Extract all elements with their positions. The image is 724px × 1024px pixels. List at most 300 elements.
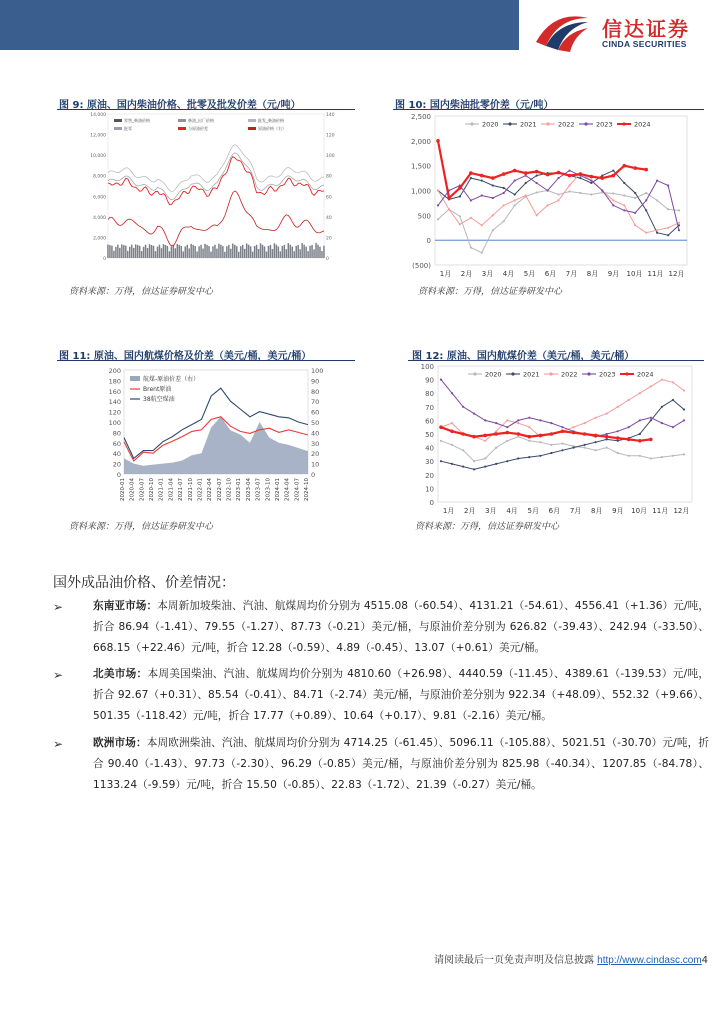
data-point	[617, 406, 619, 408]
data-point	[495, 463, 497, 465]
batch-retail-bar	[248, 245, 250, 258]
data-point	[506, 440, 508, 442]
x-tick-label: 10月	[626, 270, 643, 278]
data-point	[506, 426, 508, 428]
data-point	[584, 447, 586, 449]
x-tick-label: 2020-10	[149, 478, 156, 501]
data-point	[525, 194, 527, 196]
data-point	[595, 441, 597, 443]
data-point	[623, 209, 625, 211]
data-point	[437, 189, 439, 191]
bullet-arrow-icon: ➢	[53, 668, 64, 682]
batch-retail-bar	[109, 245, 111, 258]
data-point	[517, 457, 519, 459]
x-tick-label: 5月	[523, 270, 536, 278]
data-point	[683, 419, 685, 421]
batch-retail-bar	[117, 245, 119, 258]
section-heading: 国外成品油价格、价差情况：	[53, 575, 235, 591]
data-point	[644, 168, 648, 172]
y-tick-label: 10	[425, 485, 434, 494]
figure-11-chart	[100, 362, 332, 520]
batch-retail-bar	[299, 249, 301, 258]
data-point	[639, 392, 641, 394]
data-point	[517, 422, 519, 424]
legend-marker	[622, 122, 625, 125]
x-tick-label: 2022-01	[197, 478, 204, 501]
data-point	[649, 438, 653, 442]
batch-retail-bar	[218, 244, 220, 258]
batch-retail-bar	[307, 251, 309, 258]
y-left-tick-label: 4,000	[93, 215, 106, 221]
data-point	[484, 457, 486, 459]
batch-retail-bar	[177, 244, 179, 258]
data-point	[616, 436, 620, 440]
data-point	[492, 184, 494, 186]
legend-entry: 2020	[485, 370, 502, 379]
x-tick-label: 2023-04	[245, 478, 252, 501]
batch-retail-bar	[274, 243, 276, 258]
figure-10-source: 资料来源：万得，信达证券研发中心	[418, 287, 563, 297]
data-point	[561, 442, 563, 444]
data-point	[470, 199, 472, 201]
batch-retail-bar	[220, 245, 222, 258]
batch-retail-bar	[181, 246, 183, 258]
batch-retail-bar	[242, 245, 244, 258]
data-point	[672, 426, 674, 428]
data-point	[550, 452, 552, 454]
y-left-tick-label: 80	[112, 429, 121, 438]
y-tick-label: 500	[417, 212, 431, 221]
x-tick-label: 2022-10	[226, 478, 233, 501]
data-point	[451, 444, 453, 446]
data-point	[590, 182, 592, 184]
batch-retail-bar	[258, 249, 260, 258]
plot-frame	[438, 366, 692, 502]
x-tick-label: 2021-04	[168, 478, 175, 501]
x-tick-label: 2023-01	[236, 478, 243, 501]
batch-retail-bar	[200, 245, 202, 258]
bullet-arrow-icon: ➢	[53, 737, 64, 751]
x-tick-label: 8月	[591, 507, 603, 515]
y-tick-label: 2,000	[410, 137, 431, 146]
batch-retail-bar	[202, 248, 204, 258]
legend-swatch	[248, 119, 256, 122]
batch-retail-bar	[161, 248, 163, 258]
data-point	[601, 189, 603, 191]
bullet-label: 欧洲市场：	[93, 737, 147, 749]
data-point	[440, 460, 442, 462]
legend-entry: 与原油价差	[188, 126, 208, 131]
data-point	[656, 232, 658, 234]
legend-entry: 2021	[520, 120, 537, 129]
batch-retail-bar	[159, 245, 161, 258]
data-point	[436, 139, 440, 143]
data-point	[568, 170, 570, 172]
data-point	[645, 192, 647, 194]
batch-retail-bar	[234, 245, 236, 258]
batch-retail-bar	[171, 247, 173, 258]
bullet-body: 本周美国柴油、汽油、航煤周均价分别为 4810.60（+26.98）、4440.59（-11.45）、4389.61（-139.53）元/吨，折合 92.67（+0.31）、85.54（-0.41）、84.71（-2.74）美元/桶，与原油价差分别为 922.34（+48.09）、552.32（+9.66）、501.35（-118.42）元/吨，折合 17.77（+0.89）、10.64（+0.17）、9.81（-2.16）美元/桶。	[93, 668, 710, 722]
x-tick-label: 2020-07	[139, 478, 146, 501]
data-point	[612, 199, 614, 201]
legend-entry: 原油价格（右）	[258, 126, 286, 131]
data-point	[595, 449, 597, 451]
data-point	[678, 222, 680, 224]
batch-retail-bar	[293, 251, 295, 258]
figure-12-title-text: 原油、国内航煤价差（美元/桶，美元/桶）	[446, 351, 635, 362]
data-point	[473, 468, 475, 470]
data-point	[623, 182, 625, 184]
data-point	[536, 175, 538, 177]
legend-marker	[584, 122, 587, 125]
data-point	[440, 440, 442, 442]
data-point	[451, 463, 453, 465]
batch-retail-bar	[240, 246, 242, 258]
batch-retail-bar	[270, 245, 272, 258]
data-point	[557, 199, 559, 201]
x-tick-label: 10月	[631, 507, 648, 515]
batch-retail-bar	[254, 246, 256, 258]
series-area-spread	[124, 417, 308, 474]
x-tick-label: 2024-10	[304, 478, 310, 501]
brand-logo-icon	[532, 12, 592, 52]
data-point	[547, 204, 549, 206]
y-left-tick-label: 200	[108, 367, 121, 375]
batch-retail-bar	[127, 251, 129, 258]
batch-retail-bar	[250, 246, 252, 258]
data-point	[628, 399, 630, 401]
data-point	[583, 432, 587, 436]
batch-retail-bar	[198, 246, 200, 258]
batch-retail-bar	[196, 252, 198, 258]
legend-entry: 2023	[596, 120, 613, 129]
data-point	[535, 170, 539, 174]
figure-12-chart	[410, 362, 700, 518]
x-tick-label: 6月	[544, 270, 557, 278]
data-point	[481, 224, 483, 226]
x-tick-label: 2023-07	[255, 478, 262, 501]
data-point	[638, 439, 642, 443]
data-point	[546, 173, 550, 177]
batch-retail-bar	[297, 245, 299, 258]
data-point	[513, 169, 517, 173]
batch-retail-bar	[276, 245, 278, 258]
data-point	[639, 419, 641, 421]
batch-retail-bar	[167, 246, 169, 258]
data-point	[584, 422, 586, 424]
plot-frame	[108, 114, 324, 258]
y-left-tick-label: 6,000	[93, 195, 106, 201]
y-right-tick-label: 70	[311, 398, 320, 407]
data-point	[590, 180, 592, 182]
series-line-2022	[438, 173, 679, 233]
data-point	[550, 444, 552, 446]
data-point	[561, 426, 563, 428]
batch-retail-bar	[222, 246, 224, 258]
data-point	[639, 455, 641, 457]
legend-entry: 零售_柴油价格	[124, 118, 150, 123]
data-point	[650, 417, 652, 419]
y-tick-label: 2,500	[410, 113, 431, 121]
data-point	[448, 208, 450, 210]
data-point	[661, 456, 663, 458]
batch-retail-bar	[186, 245, 188, 258]
legend-entry: Brent原油	[143, 386, 172, 393]
data-point	[594, 434, 598, 438]
data-point	[514, 199, 516, 201]
data-point	[484, 466, 486, 468]
data-point	[656, 180, 658, 182]
batch-retail-bar	[315, 243, 317, 258]
legend-entry: 批发_柴油价格	[258, 118, 284, 123]
data-point	[550, 422, 552, 424]
y-tick-label: (500)	[412, 262, 431, 270]
x-tick-label: 3月	[485, 507, 497, 515]
footer-url-link[interactable]: http://www.cindasc.com	[597, 955, 702, 966]
data-point	[579, 172, 583, 176]
batch-retail-bar	[264, 246, 266, 258]
footer	[434, 951, 708, 966]
batch-retail-bar	[309, 246, 311, 258]
batch-retail-bar	[284, 245, 286, 258]
bullet-body: 本周新加坡柴油、汽油、航煤周均价分别为 4515.08（-60.54）、4131.21（-54.61）、4556.41（+1.36）元/吨，折合 86.94（-1.41）、79.55（-1.27）、87.73（-0.21）美元/桶，与原油价差分别为 626.82（-39.43）、242.94（-33.50）、668.15（+22.46）元/吨，折合 12.28（-0.59）、4.89（-0.45）、13.07（+0.61）美元/桶。	[93, 600, 709, 654]
brand-name-en: CINDA SECURITIES	[602, 39, 687, 49]
y-left-tick-label: 12,000	[90, 133, 106, 139]
data-point	[584, 444, 586, 446]
x-tick-label: 6月	[548, 507, 561, 515]
y-right-tick-label: 120	[326, 133, 335, 139]
batch-retail-bar	[188, 248, 190, 258]
data-point	[539, 441, 541, 443]
data-point	[650, 385, 652, 387]
legend-swatch	[248, 127, 256, 130]
y-right-tick-label: 30	[311, 439, 320, 448]
y-tick-label: 90	[425, 376, 434, 385]
x-tick-label: 3月	[481, 270, 494, 278]
batch-retail-bar	[236, 246, 238, 258]
legend-marker	[587, 372, 590, 375]
figure-9-source: 资料来源：万得，信达证券研发中心	[69, 287, 214, 297]
data-point	[539, 455, 541, 457]
data-point	[502, 172, 506, 176]
data-point	[656, 229, 658, 231]
batch-retail-bar	[139, 246, 141, 258]
x-tick-label: 12月	[668, 270, 685, 278]
batch-retail-bar	[228, 245, 230, 258]
batch-retail-bar	[131, 245, 133, 258]
data-point	[606, 433, 608, 435]
page-number: 4	[701, 955, 708, 966]
batch-retail-bar	[165, 245, 167, 258]
batch-retail-bar	[291, 247, 293, 258]
series-line-wholesale	[108, 157, 324, 205]
legend-swatch	[114, 127, 122, 130]
data-point	[524, 171, 528, 175]
data-point	[661, 406, 663, 408]
data-point	[473, 413, 475, 415]
y-left-tick-label: 100	[108, 419, 121, 427]
batch-retail-bar	[272, 249, 274, 258]
figure-12-label: 图 12:	[412, 351, 444, 362]
data-point	[503, 192, 505, 194]
data-point	[484, 440, 486, 442]
batch-retail-bar	[113, 251, 115, 258]
data-point	[661, 379, 663, 381]
bullet-north-america	[93, 664, 709, 727]
data-point	[550, 432, 554, 436]
data-point	[627, 438, 631, 442]
data-point	[503, 187, 505, 189]
batch-retail-bar	[323, 246, 325, 258]
data-point	[672, 399, 674, 401]
batch-retail-bar	[216, 249, 218, 258]
data-point	[678, 229, 680, 231]
y-left-tick-label: 0	[116, 471, 121, 479]
data-point	[633, 166, 637, 170]
y-right-tick-label: 10	[311, 460, 320, 469]
bullet-body: 本周欧洲柴油、汽油、航煤周均价分别为 4714.25（-61.45）、5096.11（-105.88）、5021.51（-30.70）元/吨，折合 90.40（-1.43）、97.73（-2.30）、96.29（-0.85）美元/桶，与原油价差分别为 825.98（-40.34）、1207.85（-84.78）、1133.24（-9.59）元/吨，折合 15.50（-0.85）、22.83（-1.72）、21.39（-0.27）美元/桶。	[93, 737, 709, 791]
data-point	[480, 174, 484, 178]
batch-retail-bar	[295, 246, 297, 258]
data-point	[528, 426, 530, 428]
legend-entry: 柴油_出厂价格	[188, 118, 214, 123]
y-right-tick-label: 90	[311, 377, 320, 386]
y-right-tick-label: 100	[311, 367, 324, 375]
batch-retail-bar	[311, 245, 313, 258]
data-point	[461, 432, 465, 436]
y-tick-label: 1,500	[410, 162, 431, 171]
data-point	[514, 180, 516, 182]
batch-retail-bar	[230, 249, 232, 258]
batch-retail-bar	[107, 245, 109, 258]
legend-entry: 批零	[124, 126, 132, 131]
data-point	[514, 193, 516, 195]
y-left-tick-label: 40	[112, 450, 121, 459]
data-point	[492, 214, 494, 216]
y-left-tick-label: 10,000	[90, 154, 106, 160]
data-point	[628, 426, 630, 428]
y-left-tick-label: 8,000	[93, 174, 106, 180]
x-tick-label: 2022-04	[207, 478, 214, 501]
batch-retail-bar	[208, 246, 210, 258]
data-point	[495, 422, 497, 424]
y-right-tick-label: 80	[311, 387, 320, 396]
legend-marker	[546, 122, 549, 125]
batch-retail-bar	[238, 252, 240, 258]
batch-retail-bar	[133, 248, 135, 258]
data-point	[470, 217, 472, 219]
batch-retail-bar	[288, 243, 290, 258]
data-point	[656, 199, 658, 201]
batch-retail-bar	[290, 245, 292, 258]
footer-notice: 请阅读最后一页免责声明及信息披露	[433, 955, 594, 966]
data-point	[484, 419, 486, 421]
x-tick-label: 2020-04	[129, 478, 136, 501]
data-point	[483, 434, 487, 438]
x-tick-label: 11月	[652, 507, 669, 515]
y-tick-label: 50	[425, 431, 434, 439]
batch-retail-bar	[313, 249, 315, 258]
batch-retail-bar	[204, 244, 206, 258]
legend-marker	[508, 122, 511, 125]
batch-retail-bar	[212, 246, 214, 258]
batch-retail-bar	[157, 247, 159, 258]
batch-retail-bar	[119, 248, 121, 258]
batch-retail-bar	[183, 251, 185, 258]
y-tick-label: 1,000	[410, 187, 431, 196]
data-point	[506, 419, 508, 421]
data-point	[606, 447, 608, 449]
legend-marker	[549, 372, 552, 375]
data-point	[459, 195, 461, 197]
figure-11-title-text: 原油、国内航煤价格及价差（美元/桶，美元/桶）	[93, 351, 312, 362]
data-point	[451, 392, 453, 394]
data-point	[667, 208, 669, 210]
series-line-2021	[438, 171, 679, 236]
figure-10-title-text: 国内柴油批零价差（元/吨）	[429, 100, 554, 111]
series-line-ex-factory	[108, 153, 324, 200]
legend-entry: 2022	[561, 370, 578, 379]
legend-entry: 2022	[558, 120, 575, 129]
x-tick-label: 12月	[673, 507, 690, 515]
y-right-tick-label: 50	[311, 419, 320, 427]
data-point	[561, 449, 563, 451]
y-tick-label: 30	[425, 458, 434, 467]
data-point	[606, 438, 608, 440]
data-point	[634, 224, 636, 226]
x-tick-label: 11月	[647, 270, 664, 278]
batch-retail-bar	[129, 247, 131, 258]
y-left-tick-label: 0	[103, 257, 106, 262]
data-point	[506, 460, 508, 462]
y-right-tick-label: 20	[326, 236, 332, 242]
y-right-tick-label: 60	[311, 408, 320, 417]
batch-retail-bar	[147, 248, 149, 258]
batch-retail-bar	[155, 251, 157, 258]
bullet-arrow-icon: ➢	[53, 600, 64, 614]
y-right-tick-label: 100	[326, 154, 335, 160]
data-point	[472, 435, 476, 439]
data-point	[672, 455, 674, 457]
data-point	[645, 199, 647, 201]
x-tick-label: 2024-04	[284, 478, 291, 501]
x-tick-label: 7月	[565, 270, 578, 278]
data-point	[667, 227, 669, 229]
batch-retail-bar	[149, 244, 151, 258]
data-point	[612, 192, 614, 194]
figure-11-source: 资料来源：万得，信达证券研发中心	[69, 522, 214, 532]
data-point	[617, 452, 619, 454]
data-point	[494, 432, 498, 436]
x-tick-label: 4月	[506, 507, 518, 515]
batch-retail-bar	[232, 244, 234, 258]
y-left-tick-label: 120	[108, 408, 121, 417]
data-point	[481, 180, 483, 182]
x-tick-label: 7月	[569, 507, 582, 515]
batch-retail-bar	[194, 246, 196, 258]
data-point	[572, 447, 574, 449]
data-point	[503, 204, 505, 206]
data-point	[459, 215, 461, 217]
data-point	[492, 229, 494, 231]
series-line-retail	[108, 145, 324, 192]
data-point	[437, 204, 439, 206]
batch-retail-bar	[190, 244, 192, 258]
data-point	[517, 432, 521, 436]
legend-entry: 2023	[599, 370, 616, 379]
data-point	[437, 218, 439, 220]
x-tick-label: 8月	[586, 270, 599, 278]
